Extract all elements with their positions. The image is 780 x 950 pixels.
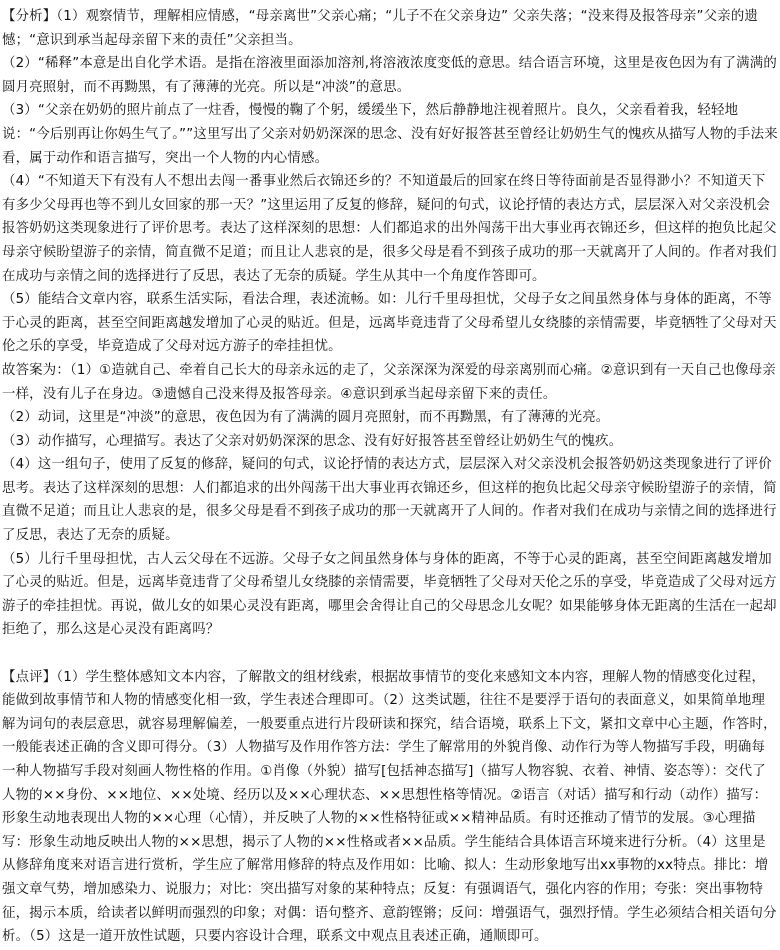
answer-paragraph-1: 故答案为：（1）①造就自己、牵着自己长大的母亲永远的走了，父亲深深为深爱的母亲离别而心痛。②意识到有一天自己也像母亲一样，没有儿子在身边。③遗憾自己没来得及报答母亲。④意识到承当起母亲留下来的责任。 [2,362,776,402]
analysis-paragraph-4: （4）“不知道天下有没有人不想出去闯一番事业然后衣锦还乡的？不知道最后的回家在终日等待面前是否显得渺小？不知道天下有多少父母再也等不到儿女回家的那一天？”这里运用了反复的修辞，疑问的句式，议论抒情的表达方式，层层深入对父亲没机会报答奶奶这类现象进行了评价思考。表达了这样深刻的思想：人们都追求的出外闯荡干出大事业再衣锦还乡，但这样的抱负比起父母亲守候盼望游子的亲情，简直微不足道；而且让人悲哀的是，很多父母是看不到孩子成功的那一天就离开了人间的。作者对我们在成功与亲情之间的选择进行了反思，表达了无奈的质疑。学生从其中一个角度作答即可。 [2,174,777,284]
analysis-paragraph-5: （5）能结合文章内容，联系生活实际，看法合理，表述流畅。如：儿行千里母担忧，父母子女之间虽然身体与身体的距离，不等于心灵的距离，甚至空间距离越发增加了心灵的贴近。但是，远离毕竟违背了父母希望儿女绕膝的亲情需要，毕竟牺牲了父母对天伦之乐的享受，毕竟造成了父母对远方游子的牵挂担忧。 [2,292,777,355]
comment-paragraph: 【点评】（1）学生整体感知文本内容，了解散文的组材线索，根据故事情节的变化来感知文本内容，理解人物的情感变化过程，能做到故事情节和人物的情感变化相一致，学生表述合理即可。（2）这类试题，往往不是要浮于语句的表面意义，如果简单地理解为词句的表层意思，就容易理解偏差，一般要重点进行片段研读和探究，结合语境，联系上下文，紧扣文章中心主题，作答时，一般能表述正确的含义即可得分。（3）人物描写及作用作答方法：学生了解常用的外貌肖像、动作行为等人物描写手段，明确每一种人物描写手段对刻画人物性格的作用。①肖像（外貌）描写[包括神态描写]（描写人物容貌、衣着、神情、姿态等）：交代了人物的××身份、××地位、××处境、经历以及××心理状态、××思想性格等情况。②语言（对话）描写和行动（动作）描写：形象生动地表现出人物的××心理（心情），并反映了人物的××性格特征或××精神品质。有时还推动了情节的发展。③心理描写：形象生动地反映出人物的××思想，揭示了人物的××性格或者××品质。学生能结合具体语言环境来进行分析。（4）这里是从修辞角度来对语言进行赏析，学生应了解常用修辞的特点及作用如：比喻、拟人：生动形象地写出xx事物的xx特点。排比：增强文章气势，增加感染力、说服力；对比：突出描写对象的某种特点；反复：有强调语气，强化内容的作用；夸张：突出事物特征，揭示本质，给读者以鲜明而强烈的印象；对偶：语句整齐、意韵铿锵；反问：增强语气，强烈抒情。学生必须结合相关语句分析。（5）这是一道开放性试题，只要内容设计合理，联系文中观点且表述正确，通顺即可。 [2,669,777,945]
answer-section [2,359,778,642]
analysis-paragraph-1: 【分析】（1）观察情节，理解相应情感，“母亲离世”父亲心痛；“儿子不在父亲身边” 父亲失落；“没来得及报答母亲”父亲的遗憾；“意识到承当起母亲留下来的责任”父亲担当。 [2,9,759,48]
answer-paragraph-3: （3）动作描写，心理描写。表达了父亲对奶奶深深的思念、没有好好报答甚至曾经让奶奶生气的愧疚。 [2,433,623,449]
answer-paragraph-2: （2）动词，这里是“冲淡”的意思，夜色因为有了满满的圆月亮照射，而不再黝黑，有了薄薄的光亮。 [2,410,610,426]
section-spacer [2,642,778,666]
analysis-section [2,5,778,359]
analysis-paragraph-2: （2）“稀释”本意是出自化学术语。是指在溶液里面添加溶剂,将溶液浓度变低的意思。结合语言环境，这里是夜色因为有了满满的圆月亮照射，而不再黝黑，有了薄薄的光亮。所以是“冲淡”的意思。 [2,56,777,95]
answer-paragraph-5: （5）儿行千里母担忧，古人云父母在不远游。父母子女之间虽然身体与身体的距离，不等于心灵的距离，甚至空间距离越发增加了心灵的贴近。但是，远离毕竟违背了父母希望儿女绕膝的亲情需要，毕竟牺牲了父母对天伦之乐的享受，毕竟造成了父母对远方游子的牵挂担忧。再说，做儿女的如果心灵没有距离，哪里会舍得让自己的父母思念儿女呢？如果能够身体无距离的生活在一起却拒绝了，那么这是心灵没有距离吗？ [2,551,777,638]
answer-paragraph-4: （4）这一组句子，使用了反复的修辞，疑问的句式，议论抒情的表达方式，层层深入对父亲没机会报答奶奶这类现象进行了评价思考。表达了这样深刻的思想：人们都追求的出外闯荡干出大事业再衣锦还乡，但这样的抱负比起父母亲守候盼望游子的亲情，简直微不足道；而且让人悲哀的是，很多父母是看不到孩子成功的那一天就离开了人间的。作者对我们在成功与亲情之间的选择进行了反思，表达了无奈的质疑。 [2,457,777,544]
analysis-paragraph-3: （3）“父亲在奶奶的照片前点了一炷香，慢慢的鞠了个躬，缓缓坐下，然后静静地注视着照片。良久，父亲看着我，轻轻地说：“今后别再让你妈生气了。””这里写出了父亲对奶奶深深的思念、没有好好报答甚至曾经让奶奶生气的愧疚从描写人物的手法来看，属于动作和语言描写，突出一个人物的内心情感。 [2,103,778,166]
comment-section [2,666,778,949]
